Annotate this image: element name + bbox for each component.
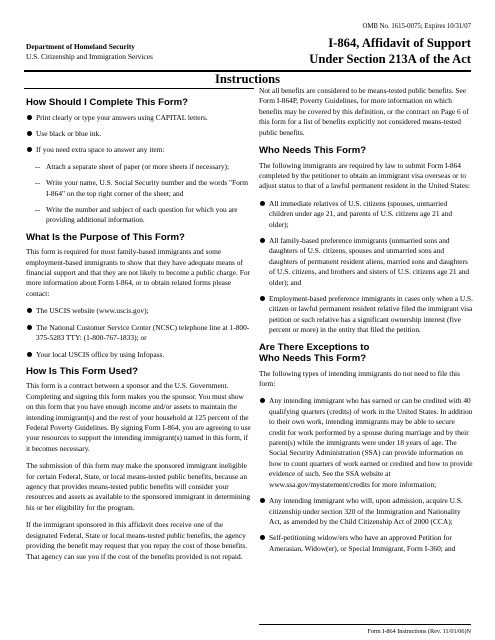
heading-exceptions-line1: Are There Exceptions to xyxy=(259,341,370,353)
sub-list-item: -- Attach a separate sheet of paper (or more sheets if necessary); xyxy=(35,161,230,171)
heading-exceptions xyxy=(259,342,473,365)
dash-icon: -- xyxy=(35,178,40,188)
list-item: Your local USCIS office by using Infopass. xyxy=(26,350,252,360)
form-title-line2: Under Section 213A of the Act xyxy=(309,52,471,66)
bullet-icon xyxy=(260,498,265,503)
bullet-icon xyxy=(260,238,265,243)
left-column-rule xyxy=(24,88,254,89)
department-name: Department of Homeland Security xyxy=(26,42,135,51)
left-column xyxy=(26,92,252,569)
bullet-icon xyxy=(260,296,265,301)
list-item: All immediate relatives of U.S. citizens (spouses, unmarried children under age 21, and parents of U.S. citizens age 21 and older); xyxy=(259,199,473,230)
list-item: The National Customer Service Center (NCSC) telephone line at 1-800-375-5283 TTY: (1-800-767-1833); or xyxy=(26,323,252,344)
sub-list-item: -- Write the number and subject of each question for which you are providing additional information. xyxy=(35,204,238,225)
bullet-icon xyxy=(260,398,265,403)
used-paragraph-2: The submission of this form may make the sponsored immigrant ineligible for certain Federal, State, or local means-tested public benefits, because an agency that provides means-tested public benefits will consider your resources and assets as available to the sponsored immigrant in determining his or her eligibility for the program. xyxy=(26,461,251,512)
bullet-icon xyxy=(260,201,265,206)
dash-icon: -- xyxy=(35,204,40,214)
heading-exceptions-line2: Who Needs This Form? xyxy=(259,353,367,365)
agency-name: U.S. Citizenship and Immigration Services xyxy=(26,52,153,61)
list-item: Print clearly or type your answers using CAPITAL letters. xyxy=(26,113,252,123)
sub-list-item: -- Write your name, U.S. Social Security number and the words "Form I-864" on the top right corner of the sheet; and xyxy=(35,178,249,198)
heading-purpose: What Is the Purpose of This Form? xyxy=(26,231,185,243)
form-title-line1: I-864, Affidavit of Support xyxy=(328,36,471,50)
right-column xyxy=(259,86,473,560)
heading-how-complete: How Should I Complete This Form? xyxy=(26,97,189,108)
page-footer: Form I-864 Instructions (Rev. 11/01/06)N xyxy=(367,628,471,635)
list-item: Self-petitioning widow/ers who have an approved Petition for Amerasian, Widow(er), or Special Immigrant, Form I-360; and xyxy=(259,533,473,554)
list-item: The USCIS website (www.uscis.gov); xyxy=(26,306,252,316)
dash-icon: -- xyxy=(35,161,40,171)
purpose-paragraph: This form is required for most family-based immigrants and some employment-based immigrants to show that they have adequate means of financial support and that they are not likely to become a public charge. For more information about Form I-864, or to obtain related forms please contact: xyxy=(26,247,250,298)
bullet-icon xyxy=(260,535,265,540)
list-item: All family-based preference immigrants (unmarried sons and daughters of U.S. citizens, spouses and unmarried sons and daughters of permanent resident aliens, married sons and daughters of U.S. citizens, and brothers and sisters of U.S. citizens age 21 and older); and xyxy=(259,236,473,288)
bullet-icon xyxy=(27,352,32,357)
used-paragraph-3: If the immigrant sponsored in this affidavit does receive one of the designated Federal, State or local means-tested public benefits, the agency providing the benefit may request that you repay the cost of those benefits. That agency can sue you if the cost of the benefits provided is not repaid. xyxy=(26,520,248,561)
bullet-icon xyxy=(27,147,32,152)
exceptions-paragraph: The following types of intending immigrants do not need to file this form: xyxy=(259,368,460,389)
used-paragraph-1: This form is a contract between a sponsor and the U.S. Government. Completing and signing this form makes you the sponsor. You must show on this form that you have enough income and/or assets to maintain the intending immigrant(s) and the rest of your household at 125 percent of the Federal Poverty Guidelines. By signing Form I-864, you are agreeing to use your resources to support the intending immigrant(s) named in this form, if it becomes necessary. xyxy=(26,381,251,453)
intro-paragraph: Not all benefits are considered to be means-tested public benefits. See Form I-864P, Poverty Guidelines, for more information on which benefits may be covered by this definition, or the contract on Page 6 of this form for a list of benefits explicitly not considered means-tested public benefits. xyxy=(259,86,469,137)
form-title xyxy=(251,35,471,67)
list-item: Any intending immigrant who will, upon admission, acquire U.S. citizenship under section 320 of the Immigration and Nationality Act, as amended by the Child Citizenship Act of 2000 (CCA); xyxy=(259,496,473,527)
bullet-icon xyxy=(27,325,32,330)
section-title: Instructions xyxy=(214,72,281,86)
bullet-icon xyxy=(27,131,32,136)
list-item: If you need extra space to answer any item: xyxy=(26,145,252,155)
list-item: Use black or blue ink. xyxy=(26,129,252,139)
list-item: Employment-based preference immigrants in cases only when a U.S. citizen or lawful permanent resident relative filed the immigrant visa petition or such relative has a significant ownership interest (five percent or more) in the entity that filed the petition. xyxy=(259,294,473,336)
omb-number: OMB No. 1615-0075; Expires 10/31/07 xyxy=(362,23,471,30)
footer-rule xyxy=(259,624,471,625)
who-paragraph: The following immigrants are required by law to submit Form I-864 completed by the petitioner to obtain an immigrant visa overseas or to adjust status to that of a lawful permanent resident in the United States: xyxy=(259,160,470,191)
heading-how-used: How Is This Form Used? xyxy=(26,365,138,377)
bullet-icon xyxy=(27,308,32,313)
heading-who-needs: Who Needs This Form? xyxy=(259,145,367,157)
list-item: Any intending immigrant who has earned or can be credited with 40 qualifying quarters (credits) of work in the United States. In addition to their own work, intending immigrants may be able to secure credit for work performed by a spouse during marriage and by their parent(s) while the immigrants were under 18 years of age. The Social Security Administration (SSA) can provide information on how to count quarters of work earned or credited and how to provide evidence of such. See the SSA website at www.ssa.gov/mystatement/credits for more information; xyxy=(259,396,473,490)
agency-block xyxy=(26,42,196,62)
bullet-icon xyxy=(27,115,32,120)
